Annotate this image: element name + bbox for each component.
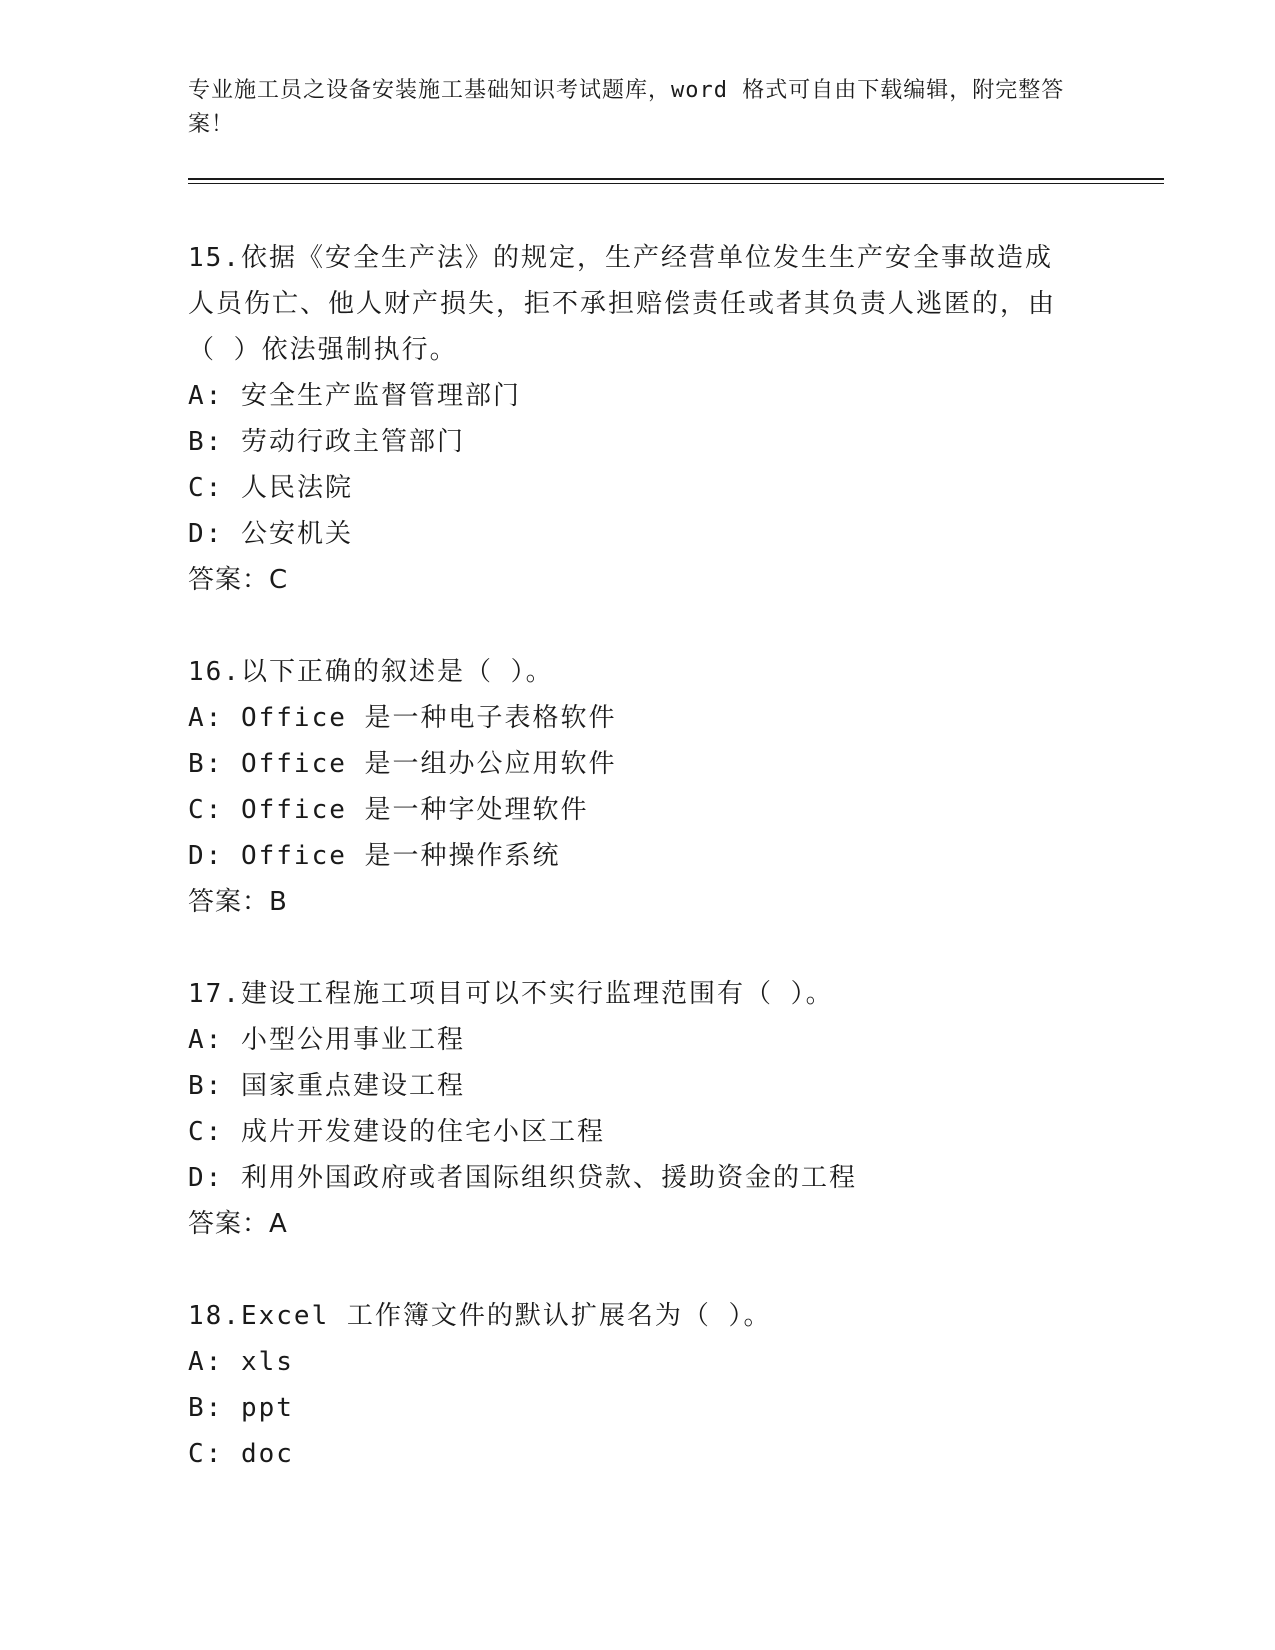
question-list xyxy=(188,235,1088,1477)
question-spacer xyxy=(188,925,1088,971)
question-spacer xyxy=(188,603,1088,649)
question-stem: 18.Excel 工作簿文件的默认扩展名为（ ）。 xyxy=(188,1301,772,1331)
option-a: A: 小型公用事业工程 xyxy=(188,1025,465,1055)
question-stem: 17.建设工程施工项目可以不实行监理范围有（ ）。 xyxy=(188,979,834,1009)
option-a: A: 安全生产监督管理部门 xyxy=(188,381,521,411)
header-rule-thick xyxy=(188,178,1164,180)
document-header: 专业施工员之设备安装施工基础知识考试题库，word 格式可自由下载编辑，附完整答案！ xyxy=(188,78,1065,137)
option-b: B: 国家重点建设工程 xyxy=(188,1071,465,1101)
question-17 xyxy=(188,971,1088,1247)
option-d: D: Office 是一种操作系统 xyxy=(188,841,561,871)
question-18 xyxy=(188,1293,1088,1477)
option-b: B: Office 是一组办公应用软件 xyxy=(188,749,617,779)
header-rule-thin xyxy=(188,183,1164,184)
answer-line: 答案：C xyxy=(188,565,289,595)
answer-line: 答案：A xyxy=(188,1209,288,1239)
question-stem: 15.依据《安全生产法》的规定，生产经营单位发生生产安全事故造成人员伤亡、他人财产损失，拒不承担赔偿责任或者其负责人逃匿的，由（ ）依法强制执行。 xyxy=(188,243,1057,365)
option-b: B: ppt xyxy=(188,1393,294,1423)
option-c: C: 成片开发建设的住宅小区工程 xyxy=(188,1117,605,1147)
option-a: A: xls xyxy=(188,1347,294,1377)
option-c: C: 人民法院 xyxy=(188,473,353,503)
option-a: A: Office 是一种电子表格软件 xyxy=(188,703,617,733)
option-c: C: doc xyxy=(188,1439,294,1469)
question-15 xyxy=(188,235,1088,603)
option-d: D: 公安机关 xyxy=(188,519,353,549)
option-d: D: 利用外国政府或者国际组织贷款、援助资金的工程 xyxy=(188,1163,857,1193)
answer-line: 答案：B xyxy=(188,887,288,917)
question-spacer xyxy=(188,1247,1088,1293)
question-16 xyxy=(188,649,1088,925)
option-c: C: Office 是一种字处理软件 xyxy=(188,795,589,825)
option-b: B: 劳动行政主管部门 xyxy=(188,427,465,457)
question-stem: 16.以下正确的叙述是（ ）。 xyxy=(188,657,554,687)
